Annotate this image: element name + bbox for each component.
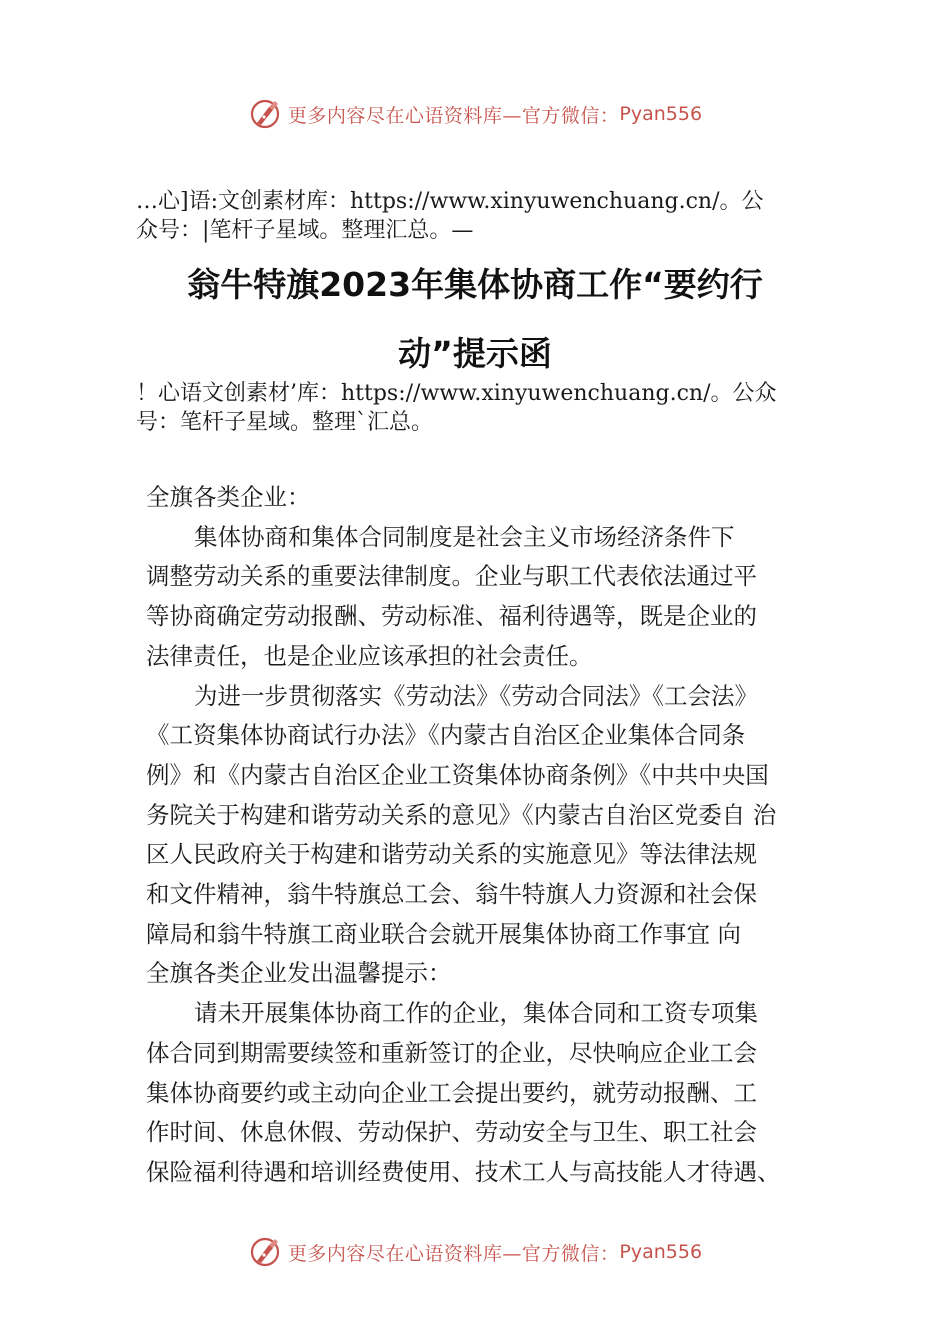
watermark-banner-top	[0, 94, 950, 134]
body-line: 集体协商要约或主动向企业工会提出要约，就劳动报酬、工	[146, 1078, 757, 1107]
salutation: 全旗各类企业：	[146, 483, 311, 511]
body-line: 请未开展集体协商工作的企业，集体合同和工资专项集	[194, 999, 758, 1028]
pen-nib-logo-icon	[248, 1235, 282, 1269]
banner-text: 更多内容尽在心语资料库—官方微信：	[287, 1242, 620, 1265]
document-body	[146, 478, 811, 1193]
body-line: 例》和《内蒙古自治区企业工资集体协商条例》《中共中央国	[146, 760, 769, 789]
document-title-line-1: 翁牛特旗2023年集体协商工作“要约行	[187, 265, 763, 304]
body-line: 法律责任，也是企业应该承担的社会责任。	[146, 641, 593, 670]
body-line: 区人民政府关于构建和谐劳动关系的实施意见》等法律法规	[146, 840, 757, 869]
banner-text: 更多内容尽在心语资料库—官方微信：	[287, 104, 620, 127]
body-line: 集体协商和集体合同制度是社会主义市场经济条件下	[194, 522, 735, 551]
source-note-1	[136, 187, 836, 245]
body-line: 障局和翁牛特旗工商业联合会就开展集体协商工作事宜 向	[146, 919, 741, 948]
note-line: 号：笔杆子星域。整理`汇总。	[136, 410, 434, 435]
body-line: 等协商确定劳动报酬、劳动标准、福利待遇等，既是企业的	[146, 602, 757, 631]
body-line: 作时间、休息休假、劳动保护、劳动安全与卫生、职工社会	[146, 1118, 757, 1147]
banner-wechat-id: Pyan556	[619, 1241, 703, 1263]
body-line: 全旗各类企业发出温馨提示：	[146, 959, 452, 988]
body-line: 保险福利待遇和培训经费使用、技术工人与高技能人才待遇、	[146, 1157, 781, 1186]
source-note-2	[136, 379, 836, 437]
body-line: 体合同到期需要续签和重新签订的企业，尽快响应企业工会	[146, 1038, 757, 1067]
document-title-line-2: 动”提示函	[398, 334, 552, 373]
note-line: …心]语:文创素材库：https://www.xinyuwenchuang.cn/。公	[136, 189, 764, 214]
body-line: 《工资集体协商试行办法》《内蒙古自治区企业集体合同条	[146, 721, 746, 750]
watermark-banner-bottom	[0, 1232, 950, 1272]
note-line: 众号：|笔杆子星域。整理汇总。—	[136, 218, 474, 243]
body-line: 调整劳动关系的重要法律制度。企业与职工代表依法通过平	[146, 562, 757, 591]
body-line: 务院关于构建和谐劳动关系的意见》《内蒙古自治区党委自 治	[146, 800, 777, 829]
banner-wechat-id: Pyan556	[619, 103, 703, 125]
body-line: 和文件精神，翁牛特旗总工会、翁牛特旗人力资源和社会保	[146, 880, 757, 909]
pen-nib-logo-icon	[248, 97, 282, 131]
body-line: 为进一步贯彻落实《劳动法》《劳动合同法》《工会法》	[194, 681, 758, 710]
note-line: ！心语文创素材’库：https://www.xinyuwenchuang.cn/。公众	[136, 381, 777, 406]
